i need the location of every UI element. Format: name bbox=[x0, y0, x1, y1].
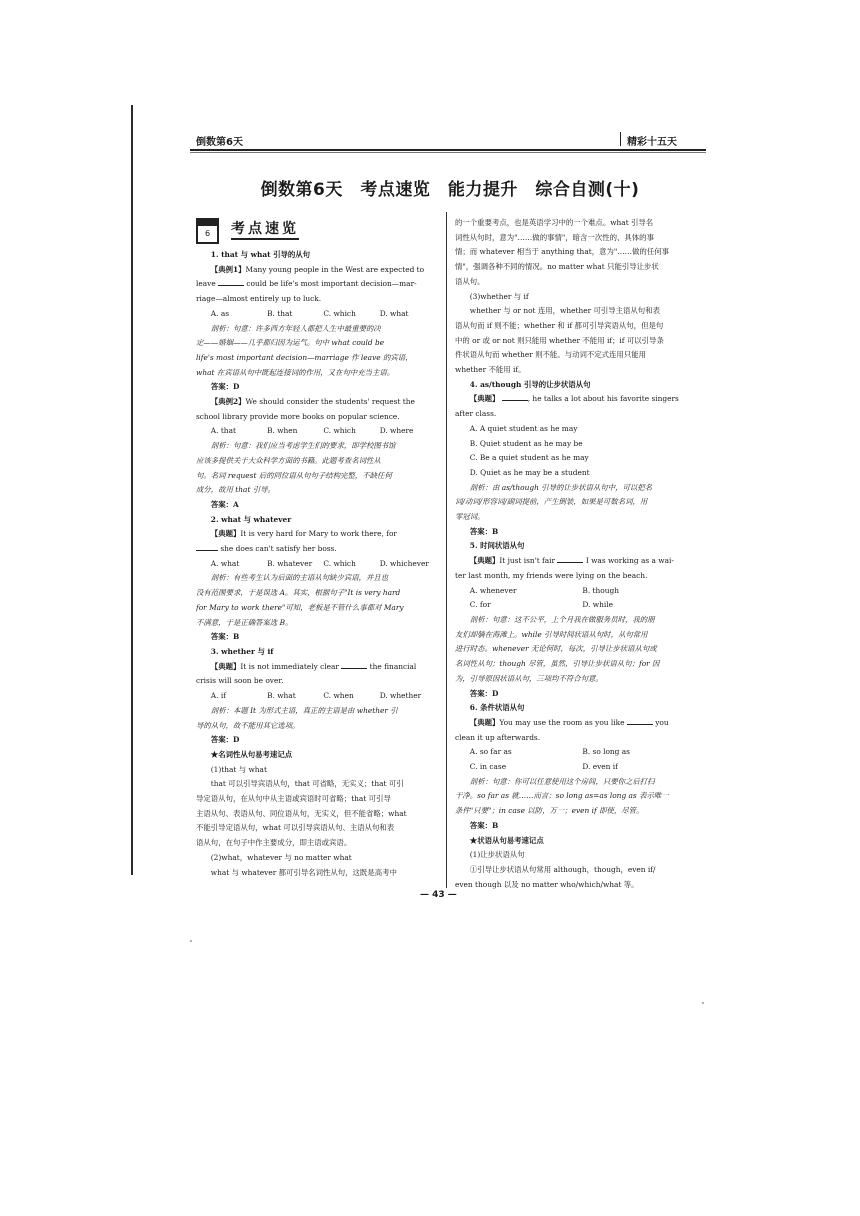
option-a: A. A quiet student as he may bbox=[469, 423, 578, 433]
scan-speck bbox=[702, 1002, 704, 1004]
option-b: B. whatever bbox=[267, 558, 313, 568]
answer-options bbox=[455, 760, 695, 775]
topic-heading: 5. 时间状语从句 bbox=[469, 541, 525, 551]
example-stem: 【典题】It is very hard for Mary to work there, for bbox=[210, 529, 397, 539]
note-text: 词性从句时，意为"……做的事情"，暗含一次性的、具体的事 bbox=[455, 232, 654, 242]
example-stem: she does can't satisfy her boss. bbox=[196, 542, 436, 557]
analysis-text: 友们却躺在海滩上。while 引导时间状语从句时，从句常用 bbox=[455, 629, 648, 639]
note-text: 导定语从句，在从句中从主语或宾语时可省略；that 可引导 bbox=[196, 794, 391, 804]
right-column bbox=[455, 216, 695, 892]
left-column bbox=[196, 216, 436, 880]
option-c: C. when bbox=[323, 691, 354, 701]
section-title: 考点速览 bbox=[231, 222, 299, 240]
analysis-text: 剖析：句意：我们应当考虑学生们的要求，即学校图书馆 bbox=[210, 441, 396, 451]
scan-speck bbox=[190, 940, 192, 942]
answer-key: 答案：D bbox=[210, 382, 240, 392]
note-text: 语从句而 if 则不能；whether 和 if 都可引导宾语从句，但是句 bbox=[455, 320, 664, 330]
option-a: A. what bbox=[210, 558, 240, 568]
option-d: D. even if bbox=[582, 762, 618, 772]
example-stem: after class. bbox=[455, 409, 497, 419]
option-c: C. which bbox=[323, 308, 356, 318]
example-stem: crisis will soon be over. bbox=[196, 676, 284, 686]
note-text: even though 以及 no matter who/which/what 等。 bbox=[455, 879, 639, 889]
option-a: A. so far as bbox=[469, 747, 512, 757]
page-number: — 43 — bbox=[420, 890, 457, 900]
answer-key: 答案：B bbox=[469, 820, 499, 830]
topic-heading: 4. as/though 引导的让步状语从句 bbox=[469, 379, 591, 389]
note-subheading: (3)whether 与 if bbox=[469, 291, 529, 301]
answer-key: 答案：B bbox=[469, 526, 499, 536]
example-stem: 【典题】It just isn't fair I was working as a wai- bbox=[469, 556, 674, 566]
option-b: B. though bbox=[582, 585, 619, 595]
note-subheading: (1)让步状语从句 bbox=[469, 850, 525, 860]
example-stem: 【典例2】We should consider the students' request the bbox=[210, 397, 415, 407]
answer-key: 答案：A bbox=[210, 499, 239, 509]
star-heading: ★状语从句易考速记点 bbox=[469, 835, 544, 845]
analysis-text: what 在宾语从句中既起连接词的作用，又在句中充当主语。 bbox=[196, 367, 395, 377]
page-title: 倒数第6天 考点速览 能力提升 综合自测(十) bbox=[260, 180, 640, 200]
example-stem: 【典题】 , he talks a lot about his favorite singers bbox=[469, 394, 679, 404]
example-stem: leave could be life's most important decision—mar- bbox=[196, 279, 417, 289]
analysis-text: 剖析：本题 It 为形式主语，真正的主语是由 whether 引 bbox=[210, 705, 398, 715]
option-c: C. Be a quiet student as he may bbox=[469, 453, 589, 463]
analysis-text: 不满意，于是正确答案选 B。 bbox=[196, 617, 293, 627]
analysis-text: 应该多提供关于大众科学方面的书籍。此题考查名词性从 bbox=[196, 455, 381, 465]
topic-heading: 3. whether 与 if bbox=[210, 646, 274, 656]
answer-options bbox=[196, 557, 436, 572]
running-header-left: 倒数第6天 bbox=[196, 137, 243, 148]
option-d: D. whichever bbox=[379, 558, 429, 568]
header-rule-thin bbox=[190, 152, 706, 153]
analysis-text: 没有范围要求，于是误选 A。其实，根据句子"It is very hard bbox=[196, 588, 401, 598]
example-stem: riage—almost entirely up to luck. bbox=[196, 294, 322, 304]
example-stem: ter last month, my friends were lying on the beach. bbox=[455, 570, 648, 580]
analysis-text: 导的从句，故不能用其它选项。 bbox=[196, 720, 300, 730]
note-subheading: (1)that 与 what bbox=[210, 764, 267, 774]
option-c: C. which bbox=[323, 426, 356, 436]
star-heading: ★名词性从句易考速记点 bbox=[210, 749, 293, 759]
option-d: D. Quiet as he may be a student bbox=[469, 467, 590, 477]
analysis-text: 为，引导原因状语从句，三项均不符合句意。 bbox=[455, 673, 603, 683]
option-d: D. while bbox=[582, 600, 613, 610]
answer-options bbox=[455, 745, 695, 760]
example-stem: school library provide more books on popular science. bbox=[196, 411, 400, 421]
option-b: B. that bbox=[267, 308, 293, 318]
analysis-text: 条件"只要"；in case 以防，万一；even if 即使，尽管。 bbox=[455, 806, 644, 816]
note-text: that 可以引导宾语从句，that 可省略，无实义；that 可引 bbox=[210, 779, 404, 789]
note-text: 的一个重要考点，也是英语学习中的一个难点。what 引导名 bbox=[455, 218, 654, 227]
binding-edge-line bbox=[131, 105, 133, 875]
header-divider-tick bbox=[620, 132, 621, 146]
analysis-text: 句。名词 request 后的同位语从句句子结构完整，不缺任何 bbox=[196, 470, 392, 480]
example-stem: 【典题】It is not immediately clear the financial bbox=[210, 661, 417, 671]
analysis-text: 词/动词/形容词/副词提前，产生倒装，如果是可数名词，用 bbox=[455, 497, 648, 507]
note-text: 情"，强调各种不同的情况。no matter what 只能引导让步状 bbox=[455, 262, 659, 272]
topic-heading: 6. 条件状语从句 bbox=[469, 703, 525, 713]
analysis-text: 成分，故用 that 引导。 bbox=[196, 485, 275, 495]
note-text: ①引导让步状语从句常用 although，though，even if/ bbox=[469, 864, 656, 874]
note-text: 主语从句、表语从句、同位语从句，无实义，但不能省略；what bbox=[196, 808, 407, 818]
option-b: B. when bbox=[267, 426, 298, 436]
topic-heading: 1. that 与 what 引导的从句 bbox=[210, 250, 311, 259]
analysis-text: 剖析：句意：许多西方年轻人都把人生中最重要的决 bbox=[210, 323, 381, 333]
answer-options bbox=[196, 424, 436, 439]
note-text: 语从句。 bbox=[455, 276, 485, 286]
topic-heading: 2. what 与 whatever bbox=[210, 514, 292, 524]
option-b: B. Quiet student as he may be bbox=[469, 438, 583, 448]
column-divider bbox=[446, 212, 447, 888]
option-d: D. where bbox=[379, 426, 414, 436]
example-stem: 【典题】You may use the room as you like you bbox=[469, 717, 669, 727]
note-text: 中的 or 或 or not 则只能用 whether 不能用 if；if 可以引导条 bbox=[455, 335, 664, 345]
analysis-text: 剖析：有些考生认为后面的主语从句缺少宾语，并且也 bbox=[210, 573, 389, 583]
section-badge-number: 6 bbox=[204, 229, 211, 239]
answer-key: 答案：D bbox=[469, 688, 499, 698]
note-text: 情；而 whatever 相当于 anything that，意为"……做的任何事 bbox=[455, 247, 669, 257]
option-d: D. what bbox=[379, 308, 409, 318]
analysis-text: life's most important decision—marriage 作 leave 的宾语， bbox=[196, 352, 413, 362]
option-c: C. which bbox=[323, 558, 356, 568]
answer-options bbox=[455, 598, 695, 613]
analysis-text: 定——婚姻——几乎都归因为运气。句中 what could be bbox=[196, 338, 385, 348]
note-text: 语从句，在句子中作主要成分，即主语或宾语。 bbox=[196, 838, 352, 848]
analysis-text: 剖析：句意：你可以任意使用这个房间，只要你之后打扫 bbox=[469, 776, 655, 786]
section-badge-icon bbox=[196, 218, 219, 244]
answer-key: 答案：B bbox=[210, 632, 240, 642]
running-header-right: 精彩十五天 bbox=[627, 137, 677, 148]
example-stem: clean it up afterwards. bbox=[455, 732, 541, 742]
option-d: D. whether bbox=[379, 691, 422, 701]
option-c: C. for bbox=[469, 600, 491, 610]
analysis-text: 剖析：由 as/though 引导的让步状语从句中，可以把名 bbox=[469, 482, 653, 492]
analysis-text: 名词性从句；though 尽管，虽然，引导让步状语从句；for 因 bbox=[455, 659, 660, 669]
note-text: 不能引导定语从句，what 可以引导宾语从句、主语从句和表 bbox=[196, 823, 395, 833]
note-text: whether 与 or not 连用，whether 可引导主语从句和表 bbox=[469, 306, 660, 316]
option-c: C. in case bbox=[469, 762, 507, 772]
option-a: A. as bbox=[210, 308, 230, 318]
analysis-text: 零冠词。 bbox=[455, 512, 485, 522]
note-subheading: (2)what，whatever 与 no matter what bbox=[210, 852, 352, 862]
option-a: A. that bbox=[210, 426, 236, 436]
note-text: what 与 whatever 都可引导名词性从句，这既是高考中 bbox=[210, 867, 397, 877]
option-b: B. so long as bbox=[582, 747, 630, 757]
answer-options bbox=[455, 584, 695, 599]
option-a: A. if bbox=[210, 691, 226, 701]
header-rule bbox=[190, 149, 706, 151]
analysis-text: 剖析：句意：这不公平，上个月我在做服务员时，我的朋 bbox=[469, 614, 655, 624]
analysis-text: 干净。so far as 就……而言；so long as=as long as 表示唯一 bbox=[455, 791, 669, 801]
option-b: B. what bbox=[267, 691, 296, 701]
analysis-text: 进行时态。whenever 无论何时，每次，引导让步状语从句或 bbox=[455, 644, 657, 654]
answer-options bbox=[196, 307, 436, 322]
example-stem: 【典例1】Many young people in the West are expected to bbox=[210, 264, 425, 274]
section-heading bbox=[196, 216, 436, 246]
analysis-text: for Mary to work there"可知，老板是不管什么事都对 Mary bbox=[196, 602, 404, 612]
note-text: 件状语从句而 whether 则不能。与动词不定式连用只能用 bbox=[455, 350, 647, 360]
note-text: whether 不能用 if。 bbox=[455, 365, 526, 375]
option-a: A. whenever bbox=[469, 585, 517, 595]
answer-key: 答案：D bbox=[210, 735, 240, 745]
answer-options bbox=[196, 689, 436, 704]
